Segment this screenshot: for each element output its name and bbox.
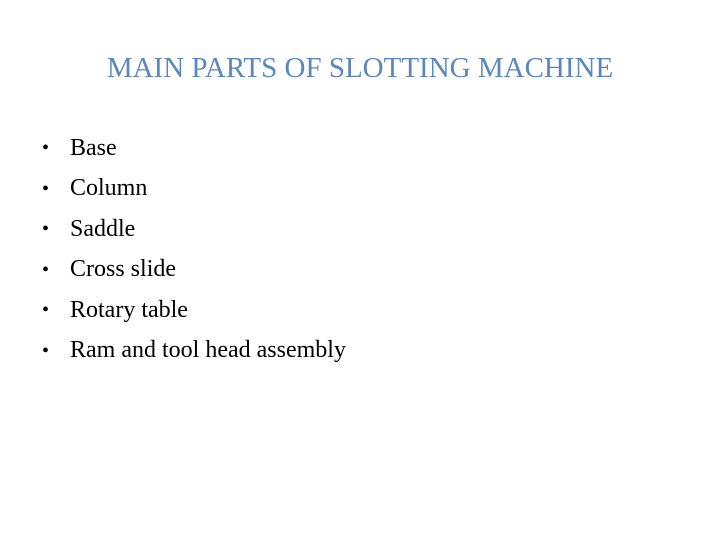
- bullet-item-base: [42, 128, 346, 169]
- slide-title: MAIN PARTS OF SLOTTING MACHINE: [106, 52, 614, 84]
- bullet-item-rotary-table: [42, 290, 346, 331]
- bullet-icon: •: [42, 218, 50, 241]
- bullet-icon: •: [42, 258, 50, 281]
- bullet-text: Rotary table: [70, 296, 188, 323]
- bullet-text: Base: [70, 134, 117, 161]
- bullet-item-cross-slide: [42, 250, 346, 291]
- bullet-icon: •: [42, 339, 50, 362]
- bullet-icon: •: [42, 299, 50, 322]
- bullet-text: Saddle: [70, 215, 136, 242]
- bullet-icon: •: [42, 137, 50, 160]
- bullet-item-column: [42, 169, 346, 210]
- bullet-list: [42, 128, 346, 371]
- bullet-item-ram-tool-head: [42, 331, 346, 372]
- bullet-item-saddle: [42, 209, 346, 250]
- bullet-icon: •: [42, 177, 50, 200]
- bullet-text: Ram and tool head assembly: [70, 337, 346, 364]
- bullet-text: Cross slide: [70, 256, 177, 283]
- bullet-text: Column: [70, 175, 148, 202]
